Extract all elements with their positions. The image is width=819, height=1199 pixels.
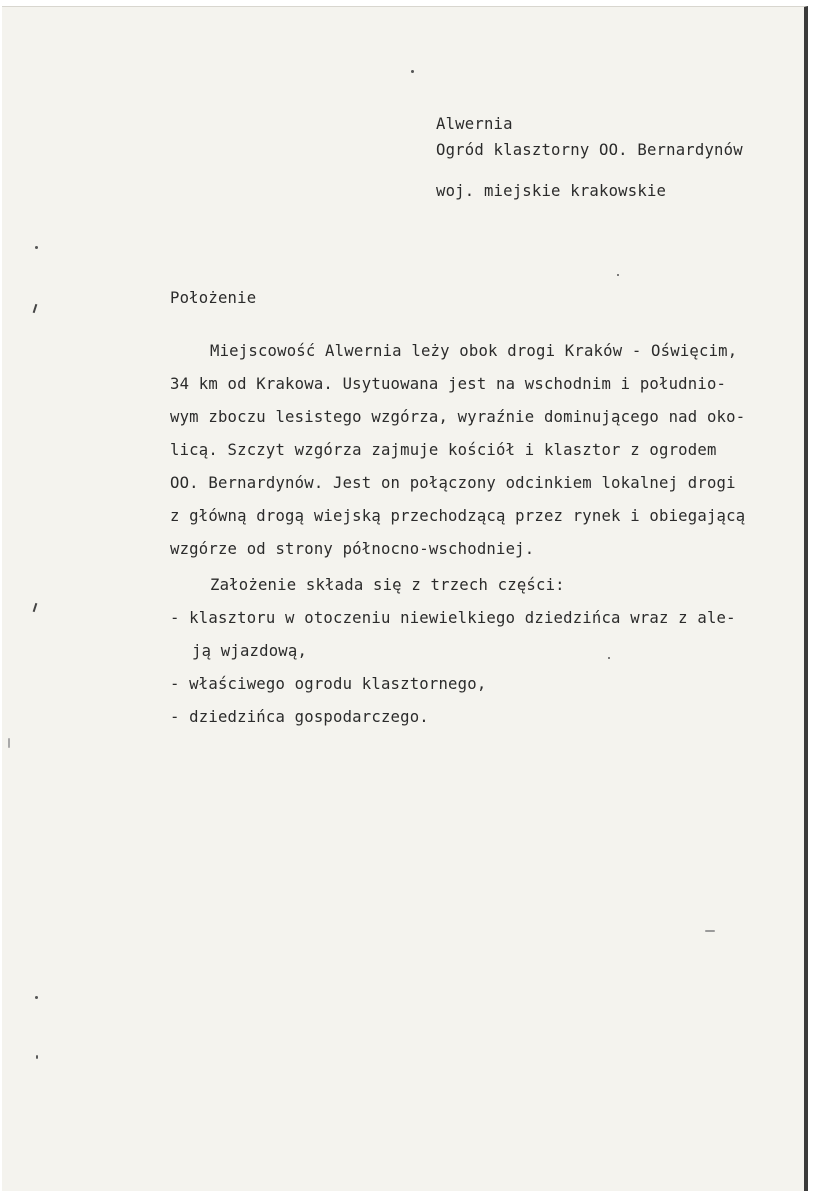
header-region: woj. miejskie krakowskie — [436, 182, 667, 200]
scan-speck — [8, 738, 10, 748]
list-item-continuation: ją wjazdową, — [192, 642, 308, 660]
scan-speck — [35, 246, 38, 249]
scan-speck — [608, 657, 610, 659]
scan-speck — [36, 1055, 38, 1059]
header-object: Ogród klasztorny OO. Bernardynów — [436, 141, 743, 159]
list-item: - klasztoru w otoczeniu niewielkiego dziedzińca wraz z ale- — [170, 609, 736, 627]
paragraph-line: z główną drogą wiejską przechodzącą przez rynek i obiegającą — [170, 507, 746, 525]
document-page — [2, 6, 808, 1191]
list-item: - właściwego ogrodu klasztornego, — [170, 675, 487, 693]
scan-speck — [617, 274, 619, 276]
header-place: Alwernia — [436, 115, 513, 133]
paragraph-line: licą. Szczyt wzgórza zajmuje kościół i klasztor z ogrodem — [170, 441, 717, 459]
list-intro: Założenie składa się z trzech części: — [210, 576, 565, 594]
paragraph-line: OO. Bernardynów. Jest on połączony odcinkiem lokalnej drogi — [170, 474, 736, 492]
scan-speck — [705, 930, 715, 932]
paragraph-line: Miejscowość Alwernia leży obok drogi Kraków - Oświęcim, — [210, 342, 738, 360]
section-title: Położenie — [170, 289, 257, 307]
paragraph-line: wzgórze od strony północno-wschodniej. — [170, 540, 535, 558]
list-item: - dziedzińca gospodarczego. — [170, 708, 429, 726]
scan-speck — [411, 70, 414, 73]
paragraph-line: wym zboczu lesistego wzgórza, wyraźnie dominującego nad oko- — [170, 408, 746, 426]
scan-speck — [35, 996, 38, 999]
paragraph-line: 34 km od Krakowa. Usytuowana jest na wschodnim i południo- — [170, 375, 727, 393]
